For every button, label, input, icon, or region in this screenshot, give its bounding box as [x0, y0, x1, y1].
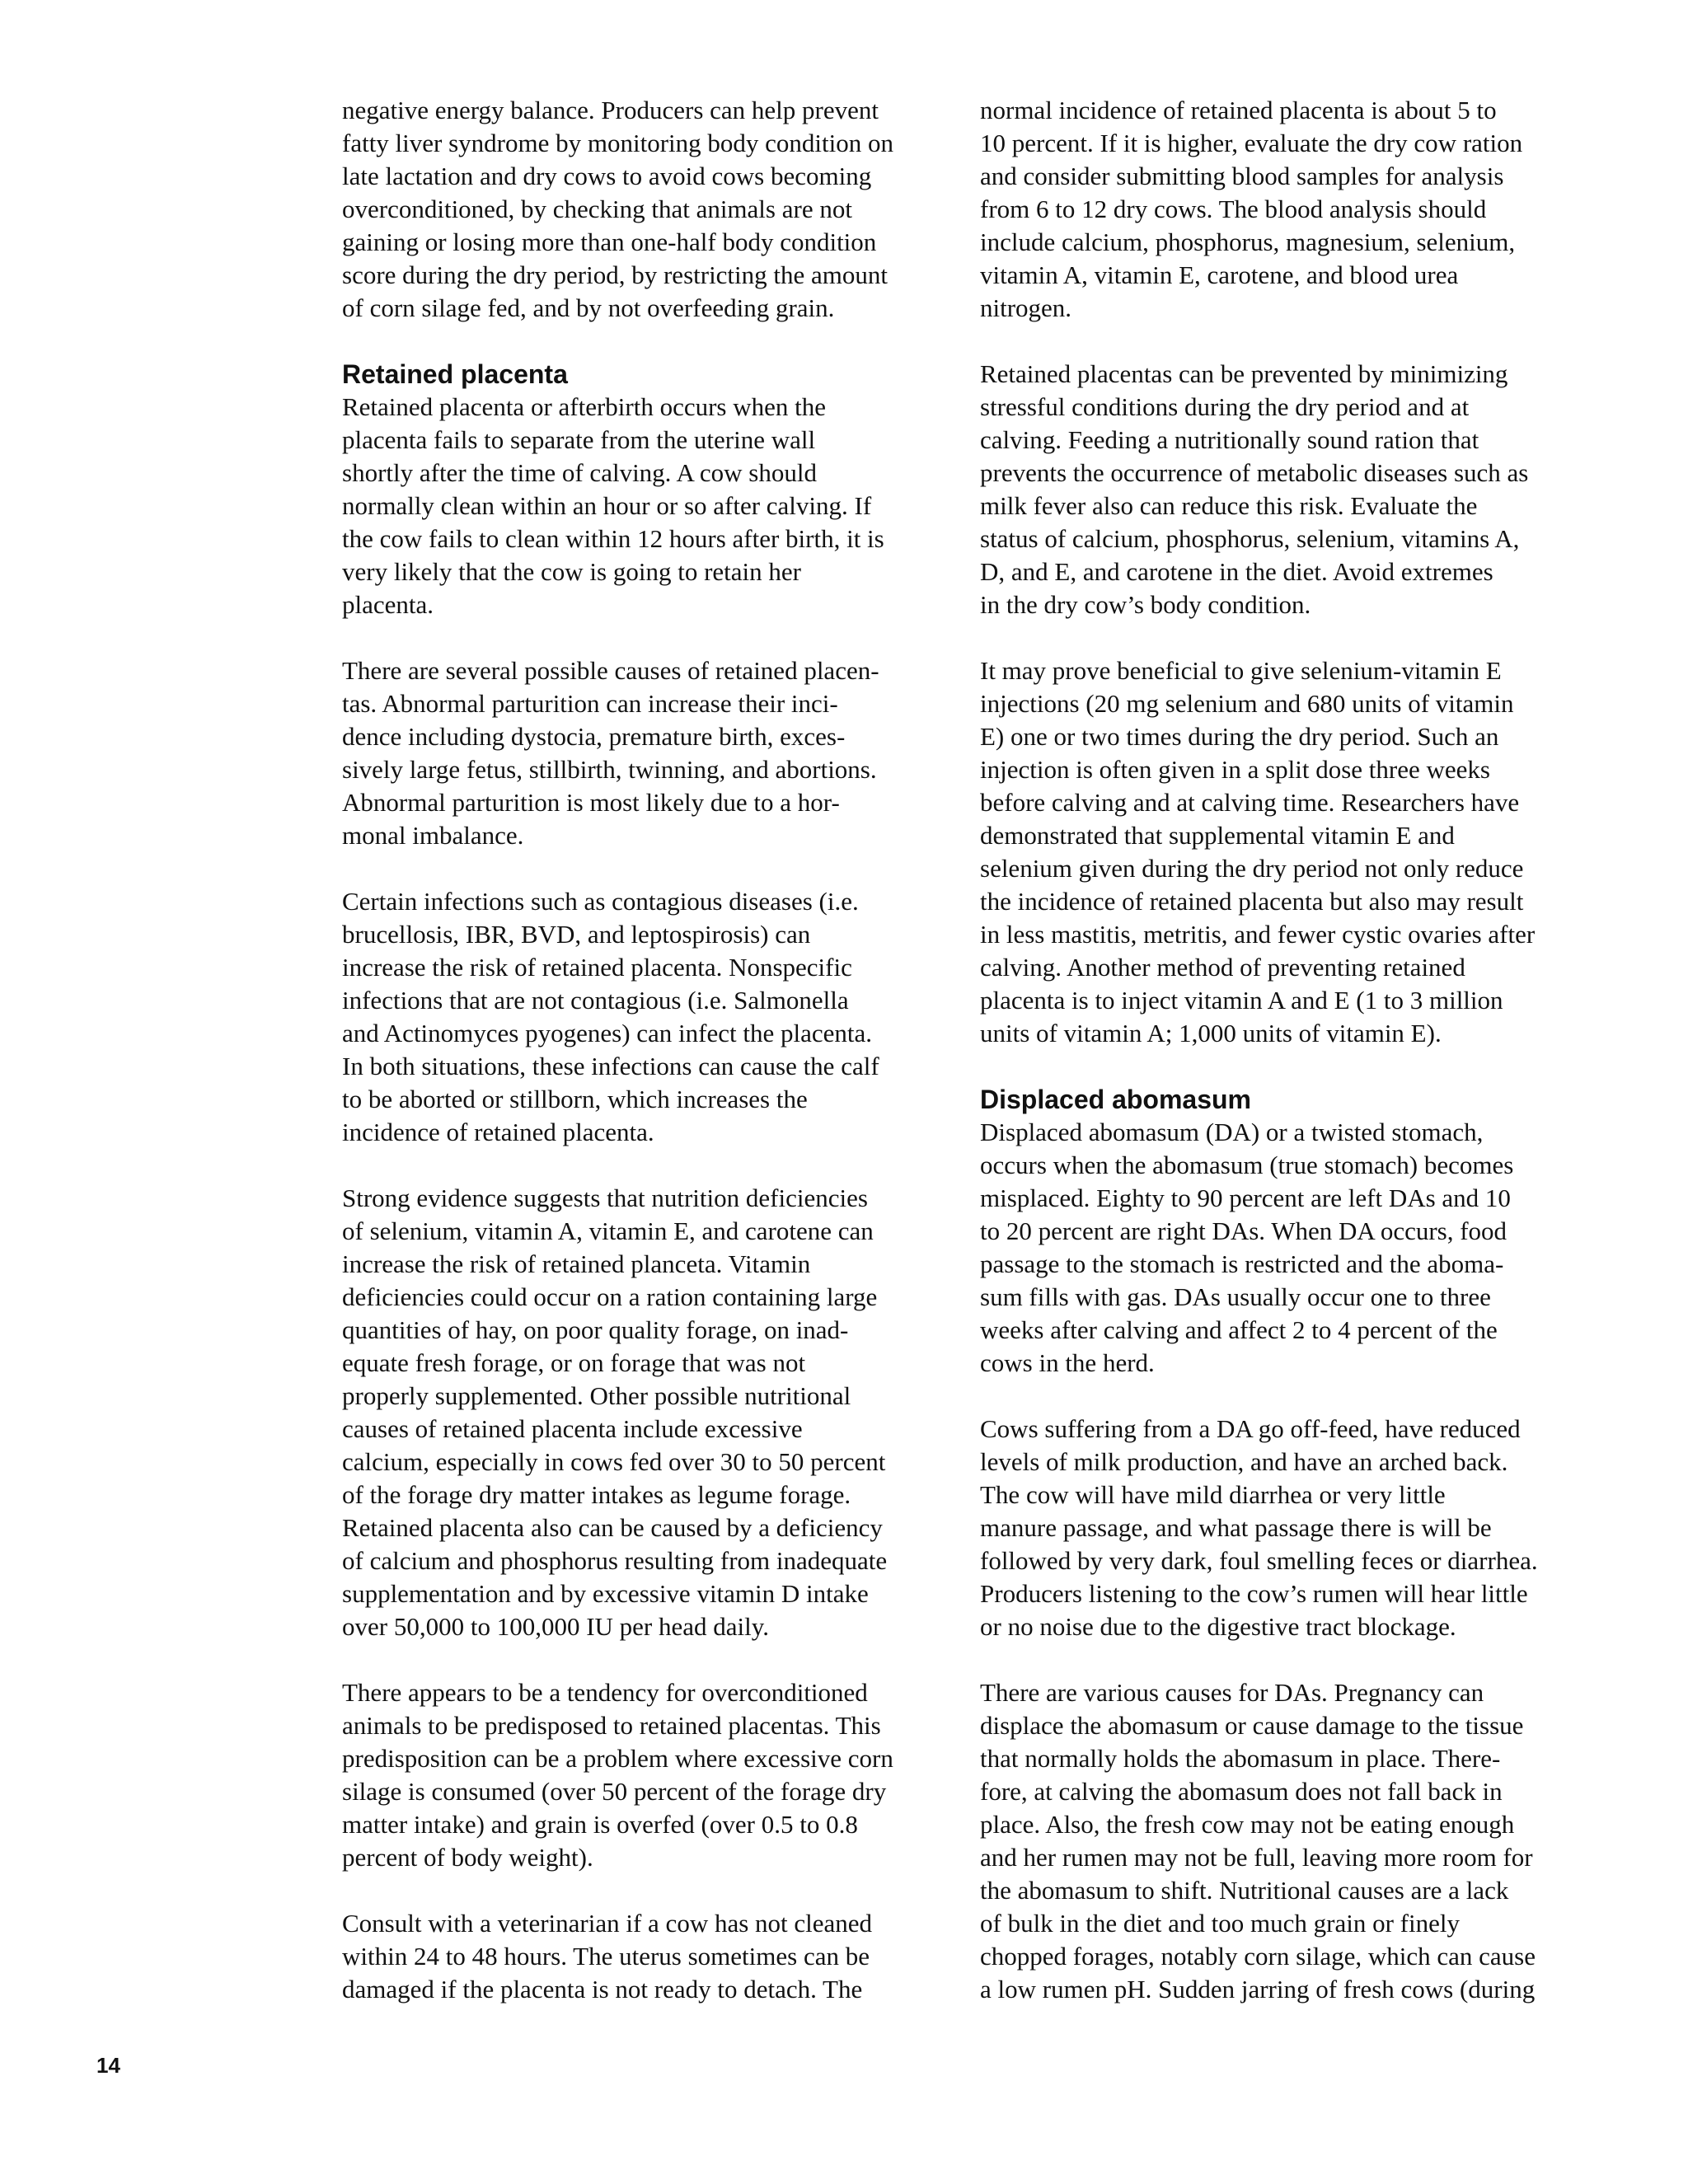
- paragraph-prevention: Retained placentas can be prevented by minimizing stressful conditions during the dry period and at calving. Feeding a nutritionally sound ration that prevents the occurrence of metabolic diseases such as milk fever also can reduce this risk. Evaluate the status of calcium, phosphorus, selenium, vitamins A, D, and E, and carotene in the diet. Avoid extremes in the dry cow’s body condition.: [980, 359, 1529, 619]
- paragraph-displaced-abomasum-intro: Displaced abomasum (DA) or a twisted stomach, occurs when the abomasum (true stomach) becomes misplaced. Eighty to 90 percent are left DAs and 10 to 20 percent are right DAs. When DA occurs, food passage to the stomach is restricted and the aboma- sum fills with gas. DAs usually occur one to three weeks after calving and affect 2 to 4 percent of the cows in the herd.: [980, 1118, 1514, 1377]
- section-heading-retained-placenta: Retained placenta: [342, 359, 568, 389]
- left-text-column: [342, 94, 950, 2039]
- paragraph-da-causes: There are various causes for DAs. Pregnancy can displace the abomasum or cause damage to the tissue that normally holds the abomasum in place. There- fore, at calving the abomasum does not fall back in place. Also, the fresh cow may not be eating enough and her rumen may not be full, leaving more room for the abomasum to shift. Nutritional causes are a lack of bulk in the diet and too much grain or finely chopped forages, notably corn silage, which can cause a low rumen pH. Sudden jarring of fresh cows (during: [980, 1678, 1536, 2004]
- paragraph-nutrition-deficiencies: Strong evidence suggests that nutrition deficiencies of selenium, vitamin A, vitamin E, and carotene can increase the risk of retained planceta. Vitamin deficiencies could occur on a ration containing large quantities of hay, on poor quality forage, on inad- equate fresh forage, or on forage that was not properly supplemented. Other possible nutritional causes of retained placenta include excessive calcium, especially in cows fed over 30 to 50 percent of the forage dry matter intakes as legume forage. Retained placenta also can be caused by a deficiency of calcium and phosphorus resulting from inadequate supplementation and by excessive vitamin D intake over 50,000 to 100,000 IU per head daily.: [342, 1183, 888, 1641]
- paragraph-consult-veterinarian: Consult with a veterinarian if a cow has not cleaned within 24 to 48 hours. The uterus sometimes can be damaged if the placenta is not ready to detach. The: [342, 1909, 873, 2004]
- paragraph-retained-placenta-causes: There are several possible causes of retained placen- tas. Abnormal parturition can increase their inci- dence including dystocia, premature birth, exces- sively large fetus, stillbirth, twinning, and abortions. Abnormal parturition is most likely due to a hor- monal imbalance.: [342, 656, 879, 850]
- paragraph-retained-placenta-intro: Retained placenta or afterbirth occurs when the placenta fails to separate from the uterine wall shortly after the time of calving. A cow should normally clean within an hour or so after calving. If the cow fails to clean within 12 hours after birth, it is very likely that the cow is going to retain her placenta.: [342, 392, 884, 619]
- paragraph-overconditioned-animals: There appears to be a tendency for overconditioned animals to be predisposed to retained placentas. This predisposition can be a problem where excessive corn silage is consumed (over 50 percent of the forage dry matter intake) and grain is overfed (over 0.5 to 0.8 percent of body weight).: [342, 1678, 893, 1872]
- right-text-column: [980, 94, 1588, 2039]
- section-heading-displaced-abomasum: Displaced abomasum: [980, 1085, 1251, 1114]
- paragraph-infections: Certain infections such as contagious diseases (i.e. brucellosis, IBR, BVD, and leptospirosis) can increase the risk of retained placenta. Nonspecific infections that are not contagious (i.e. Salmonella and Actinomyces pyogenes) can infect the placenta. In both situations, these infections can cause the calf to be aborted or stillborn, which increases the incidence of retained placenta.: [342, 887, 879, 1146]
- paragraph-fatty-liver-prevention: negative energy balance. Producers can help prevent fatty liver syndrome by monitoring body condition on late lactation and dry cows to avoid cows becoming overconditioned, by checking that animals are not gaining or losing more than one-half body condition score during the dry period, by restricting the amount of corn silage fed, and by not overfeeding grain.: [342, 96, 893, 322]
- paragraph-da-symptoms: Cows suffering from a DA go off-feed, have reduced levels of milk production, and have an arched back. The cow will have mild diarrhea or very little manure passage, and what passage there is will be followed by very dark, foul smelling feces or diarrhea. Producers listening to the cow’s rumen will hear little or no noise due to the digestive tract blockage.: [980, 1414, 1538, 1641]
- paragraph-normal-incidence: normal incidence of retained placenta is about 5 to 10 percent. If it is higher, evaluate the dry cow ration and consider submitting blood samples for analysis from 6 to 12 dry cows. The blood analysis should include calcium, phosphorus, magnesium, selenium, vitamin A, vitamin E, carotene, and blood urea nitrogen.: [980, 96, 1523, 322]
- page-number: 14: [96, 2053, 120, 2078]
- paragraph-selenium-vitamin-e: It may prove beneficial to give selenium-vitamin E injections (20 mg selenium and 680 units of vitamin E) one or two times during the dry period. Such an injection is often given in a split dose three weeks before calving and at calving time. Researchers have demonstrated that supplemental vitamin E and selenium given during the dry period not only reduce the incidence of retained placenta but also may result in less mastitis, metritis, and fewer cystic ovaries after calving. Another method of preventing retained placenta is to inject vitamin A and E (1 to 3 million units of vitamin A; 1,000 units of vitamin E).: [980, 656, 1536, 1047]
